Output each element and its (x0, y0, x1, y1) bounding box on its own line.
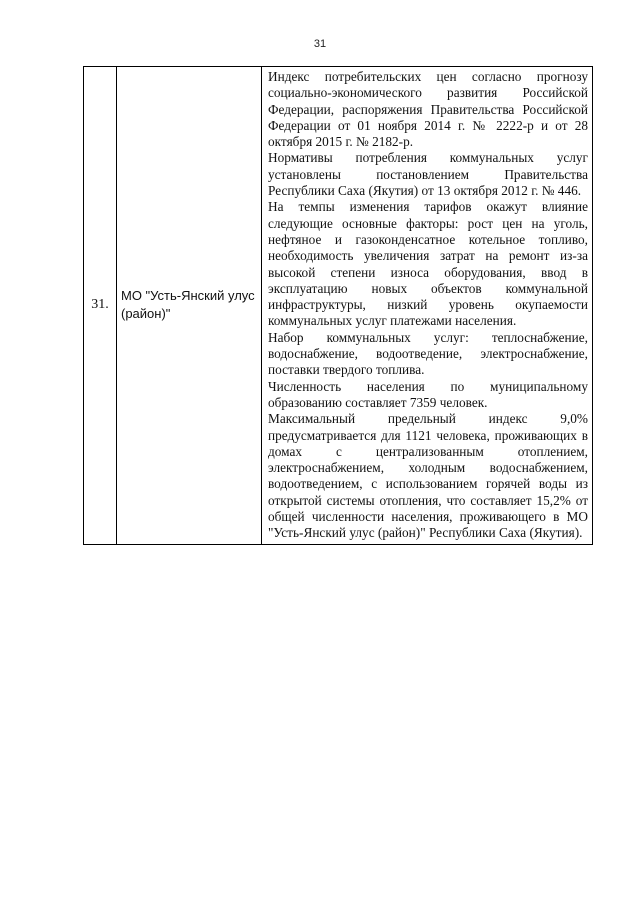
paragraph-utility-services: Набор коммунальных услуг: теплоснабжение, водоснабжение, водоотведение, электроснабжение, поставки твердого топлива. (268, 329, 588, 378)
paragraph-max-index: Максимальный предельный индекс 9,0% предусматривается для 1121 человека, проживающих в домах с централизованным отоплением, электроснабжением, холодным водоснабжением, водоотведением, с использованием горячей воды из открытой системы отопления, что составляет 15,2% от общей численности населения, проживающего в МО "Усть-Янский улус (район)" Республики Саха (Якутия). (268, 411, 588, 541)
paragraph-population: Численность населения по муниципальному образованию составляет 7359 человек. (268, 378, 588, 410)
municipality-name: МО "Усть-Янский улус (район)" (117, 67, 262, 545)
tariff-table (83, 66, 593, 545)
paragraph-consumption-norms: Нормативы потребления коммунальных услуг установлены постановлением Правительства Республики Саха (Якутия) от 13 октября 2012 г. № 446. (268, 150, 588, 199)
row-number: 31. (84, 67, 117, 545)
table-row (84, 67, 593, 545)
page-number: 31 (313, 38, 327, 50)
description-cell (262, 67, 593, 545)
paragraph-tariff-factors: На темпы изменения тарифов окажут влияние следующие основные факторы: рост цен на уголь, нефтяное и газоконденсатное котельное топливо, необходимость увеличения затрат на ремонт из-за высокой степени износа оборудования, ввод в эксплуатацию новых объектов коммунальной инфраструктуры, низкий уровень окупаемости коммунальных услуг платежами населения. (268, 199, 588, 329)
paragraph-cpi-index: Индекс потребительских цен согласно прогнозу социально-экономического развития Российской Федерации, распоряжения Правительства Российской Федерации от 01 ноября 2014 г. № 2222-р и от 28 октября 2015 г. № 2182-р. (268, 69, 588, 150)
